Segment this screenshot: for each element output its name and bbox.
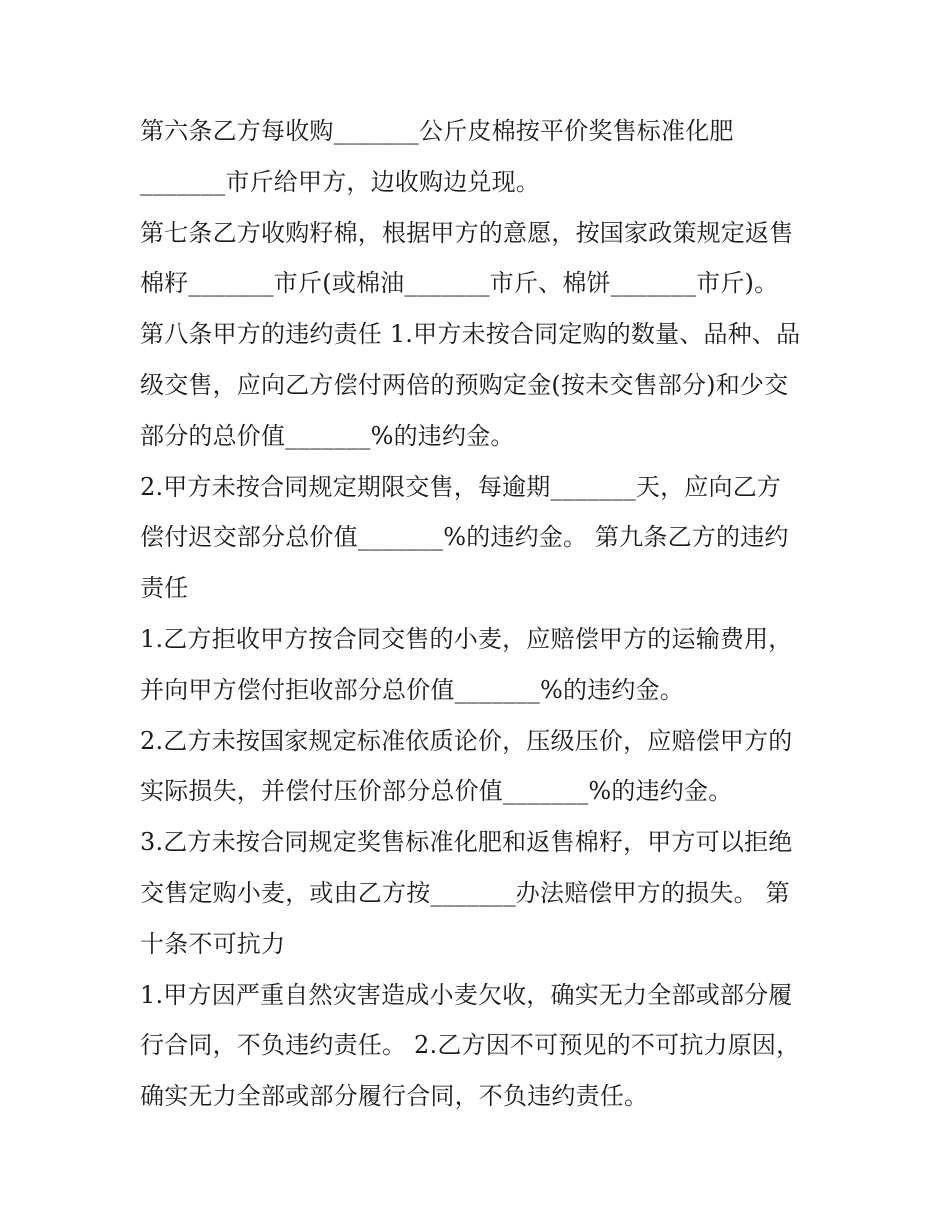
text-line: 并向甲方偿付拒收部分总价值_______%的违约金。: [140, 675, 685, 704]
text-line: 实际损失，并偿付压价部分总价值_______%的违约金。: [140, 777, 733, 806]
text-line: 交售定购小麦，或由乙方按_______办法赔偿甲方的损失。 第: [140, 878, 790, 907]
text-line: 2.乙方未按国家规定标准依质论价，压级压价，应赔偿甲方的: [140, 726, 793, 755]
text-line: 第八条甲方的违约责任 1.甲方未按合同定购的数量、品种、品: [140, 320, 801, 349]
text-line: 偿付迟交部分总价值_______%的违约金。 第九条乙方的违约: [140, 523, 789, 552]
text-line: 行合同，不负违约责任。 2.乙方因不可预见的不可抗力原因，: [140, 1031, 801, 1060]
text-line: 棉籽_______市斤(或棉油_______市斤、棉饼_______市斤)。: [140, 269, 779, 298]
text-line: 1.乙方拒收甲方按合同交售的小麦，应赔偿甲方的运输费用，: [140, 624, 793, 653]
text-line: 部分的总价值_______%的违约金。: [140, 421, 515, 450]
text-line: 1.甲方因严重自然灾害造成小麦欠收，确实无力全部或部分履: [140, 980, 793, 1009]
text-line: 责任: [140, 574, 189, 603]
text-line: 2.甲方未按合同规定期限交售，每逾期_______天，应向乙方: [140, 472, 782, 501]
text-line: 第七条乙方收购籽棉，根据甲方的意愿，按国家政策规定返售: [140, 218, 794, 247]
contract-body-text: [140, 106, 820, 1122]
text-line: 确实无力全部或部分履行合同，不负违约责任。: [140, 1082, 649, 1111]
text-line: 第六条乙方每收购_______公斤皮棉按平价奖售标准化肥: [140, 117, 734, 145]
text-line: 3.乙方未按合同规定奖售标准化肥和返售棉籽，甲方可以拒绝: [140, 828, 793, 857]
text-line: 级交售，应向乙方偿付两倍的预购定金(按未交售部分)和少交: [140, 370, 789, 399]
text-line: 十条不可抗力: [140, 929, 286, 958]
text-line: _______市斤给甲方，边收购边兑现。: [140, 167, 540, 196]
